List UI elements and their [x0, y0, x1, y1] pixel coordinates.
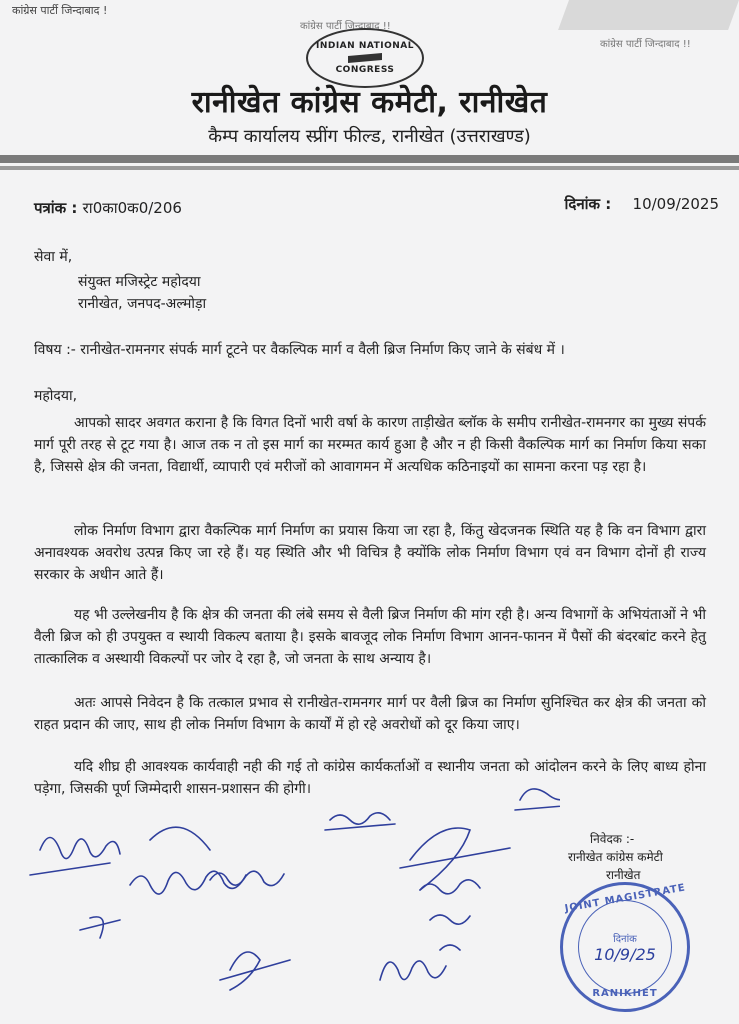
- organization-title: रानीखेत कांग्रेस कमेटी, रानीखेत: [191, 85, 548, 120]
- recipient-line-2: संयुक्त मजिस्ट्रेट महोदया: [78, 274, 201, 290]
- top-left-note: कांग्रेस पार्टी जिन्दाबाद !: [12, 4, 108, 17]
- stamp-date-value: 10/9/25: [594, 944, 656, 964]
- paper-edge: [558, 0, 739, 30]
- top-center-note: कांग्रेस पार्टी जिन्दाबाद !!: [300, 21, 391, 32]
- stamp-date-label: दिनांक: [613, 933, 637, 945]
- reference-number: [34, 198, 182, 218]
- sender-label: निवेदक :-: [590, 832, 635, 846]
- salutation: महोदया,: [34, 388, 78, 404]
- body-paragraph-4: अतः आपसे निवेदन है कि तत्काल प्रभाव से रानीखेत-रामनगर मार्ग पर वैली ब्रिज का निर्माण सुनिश्चित कर क्षेत्र की जनता को राहत प्रदान की जाए, साथ ही लोक निर्माण विभाग के कार्यों में हो रहे अवरोधों को दूर किया जाए।: [34, 695, 706, 733]
- recipient-line-1: सेवा में,: [34, 249, 73, 265]
- subject-line: विषय :- रानीखेत-रामनगर संपर्क मार्ग टूटने पर वैकल्पिक मार्ग व वैली ब्रिज निर्माण किए जाने के संबंध में ।: [34, 342, 565, 358]
- organization-address: कैम्प कार्यालय स्प्रींग फील्ड, रानीखेत (उत्तराखण्ड): [208, 126, 531, 147]
- sender-org: रानीखेत कांग्रेस कमेटी: [568, 850, 663, 864]
- body-paragraph-5: यदि शीघ्र ही आवश्यक कार्यवाही नही की गई तो कांग्रेस कार्यकर्ताओं व स्थानीय जनता को आंदोलन करने के लिए बाध्य होना पड़ेगा, जिसकी पूर्ण जिम्मेदारी शासन-प्रशासन की होगी।: [34, 759, 706, 797]
- body-paragraph-3: यह भी उल्लेखनीय है कि क्षेत्र की जनता की लंबे समय से वैली ब्रिज निर्माण की मांग रही है। अन्य विभागों के अभियंताओं ने भी वैली ब्रिज को ही उपयुक्त व स्थायी विकल्प बताया है। इसके बावजूद लोक निर्माण विभाग आनन-फानन में पैसों की बंदरबांट करने हेतु तात्कालिक व अस्थायी विकल्पों पर जोर दे रहा है, जो जनता के साथ अन्याय है।: [34, 607, 706, 667]
- signature-8: [80, 917, 120, 938]
- header-rule-thin: [0, 166, 739, 170]
- body-paragraph-2: लोक निर्माण विभाग द्वारा वैकल्पिक मार्ग निर्माण का प्रयास किया जा रहा है, किंतु खेदजनक स्थिति यह है कि वन विभाग द्वारा अनावश्यक अवरोध उत्पन्न किए जा रहे हैं। यह स्थिति और भी विचित्र है क्योंकि लोक निर्माण विभाग एवं वन विभाग दोनों ही राज्य सरकार के अधीन आते हैं।: [34, 523, 706, 583]
- signature-5: [400, 828, 510, 890]
- stamp-top-text: JOINT MAGISTRATE: [563, 882, 687, 915]
- stamp-bottom-text: RANIKHET: [592, 988, 658, 999]
- recipient-line-3: रानीखेत, जनपद-अल्मोड़ा: [78, 296, 207, 312]
- header-rule: [0, 155, 739, 163]
- logo-text-bottom: CONGRESS: [335, 65, 395, 75]
- ref-label: पत्रांक :: [34, 199, 78, 217]
- sender-place: रानीखेत: [606, 868, 641, 882]
- body-paragraph-1: आपको सादर अवगत कराना है कि विगत दिनों भारी वर्षा के कारण ताड़ीखेत ब्लॉक के समीप रानीखेत-रामनगर का मुख्य संपर्क मार्ग पूरी तरह से टूट गया है। आज तक न तो इस मार्ग का मरम्मत कार्य हुआ है और न ही किसी वैकल्पिक मार्ग का निर्माण किया सका है, जिससे क्षेत्र की जनता, विद्यार्थी, व्यापारी एवं मरीजों को आवागमन में अत्यधिक कठिनाइयों का सामना करना पड़ रहा है।: [34, 415, 706, 475]
- signature-2: [130, 827, 246, 894]
- date-value: 10/09/2025: [632, 195, 719, 213]
- joint-magistrate-stamp: [560, 882, 690, 1012]
- signature-10: [515, 785, 560, 810]
- signature-6: [220, 952, 290, 990]
- signature-4: [325, 813, 395, 830]
- top-right-note: कांग्रेस पार्टी जिन्दाबाद !!: [600, 39, 691, 50]
- signature-7: [380, 961, 446, 980]
- date-label: दिनांक :: [564, 195, 612, 213]
- signature-9: [420, 880, 480, 950]
- flag-icon: [348, 53, 382, 63]
- letter-date: [564, 194, 719, 214]
- signatures-area: [0, 780, 560, 1024]
- ref-value: रा0का0क0/206: [82, 199, 182, 217]
- logo-text-top: INDIAN NATIONAL: [315, 41, 414, 51]
- signature-1: [30, 838, 120, 876]
- congress-logo: [306, 28, 424, 88]
